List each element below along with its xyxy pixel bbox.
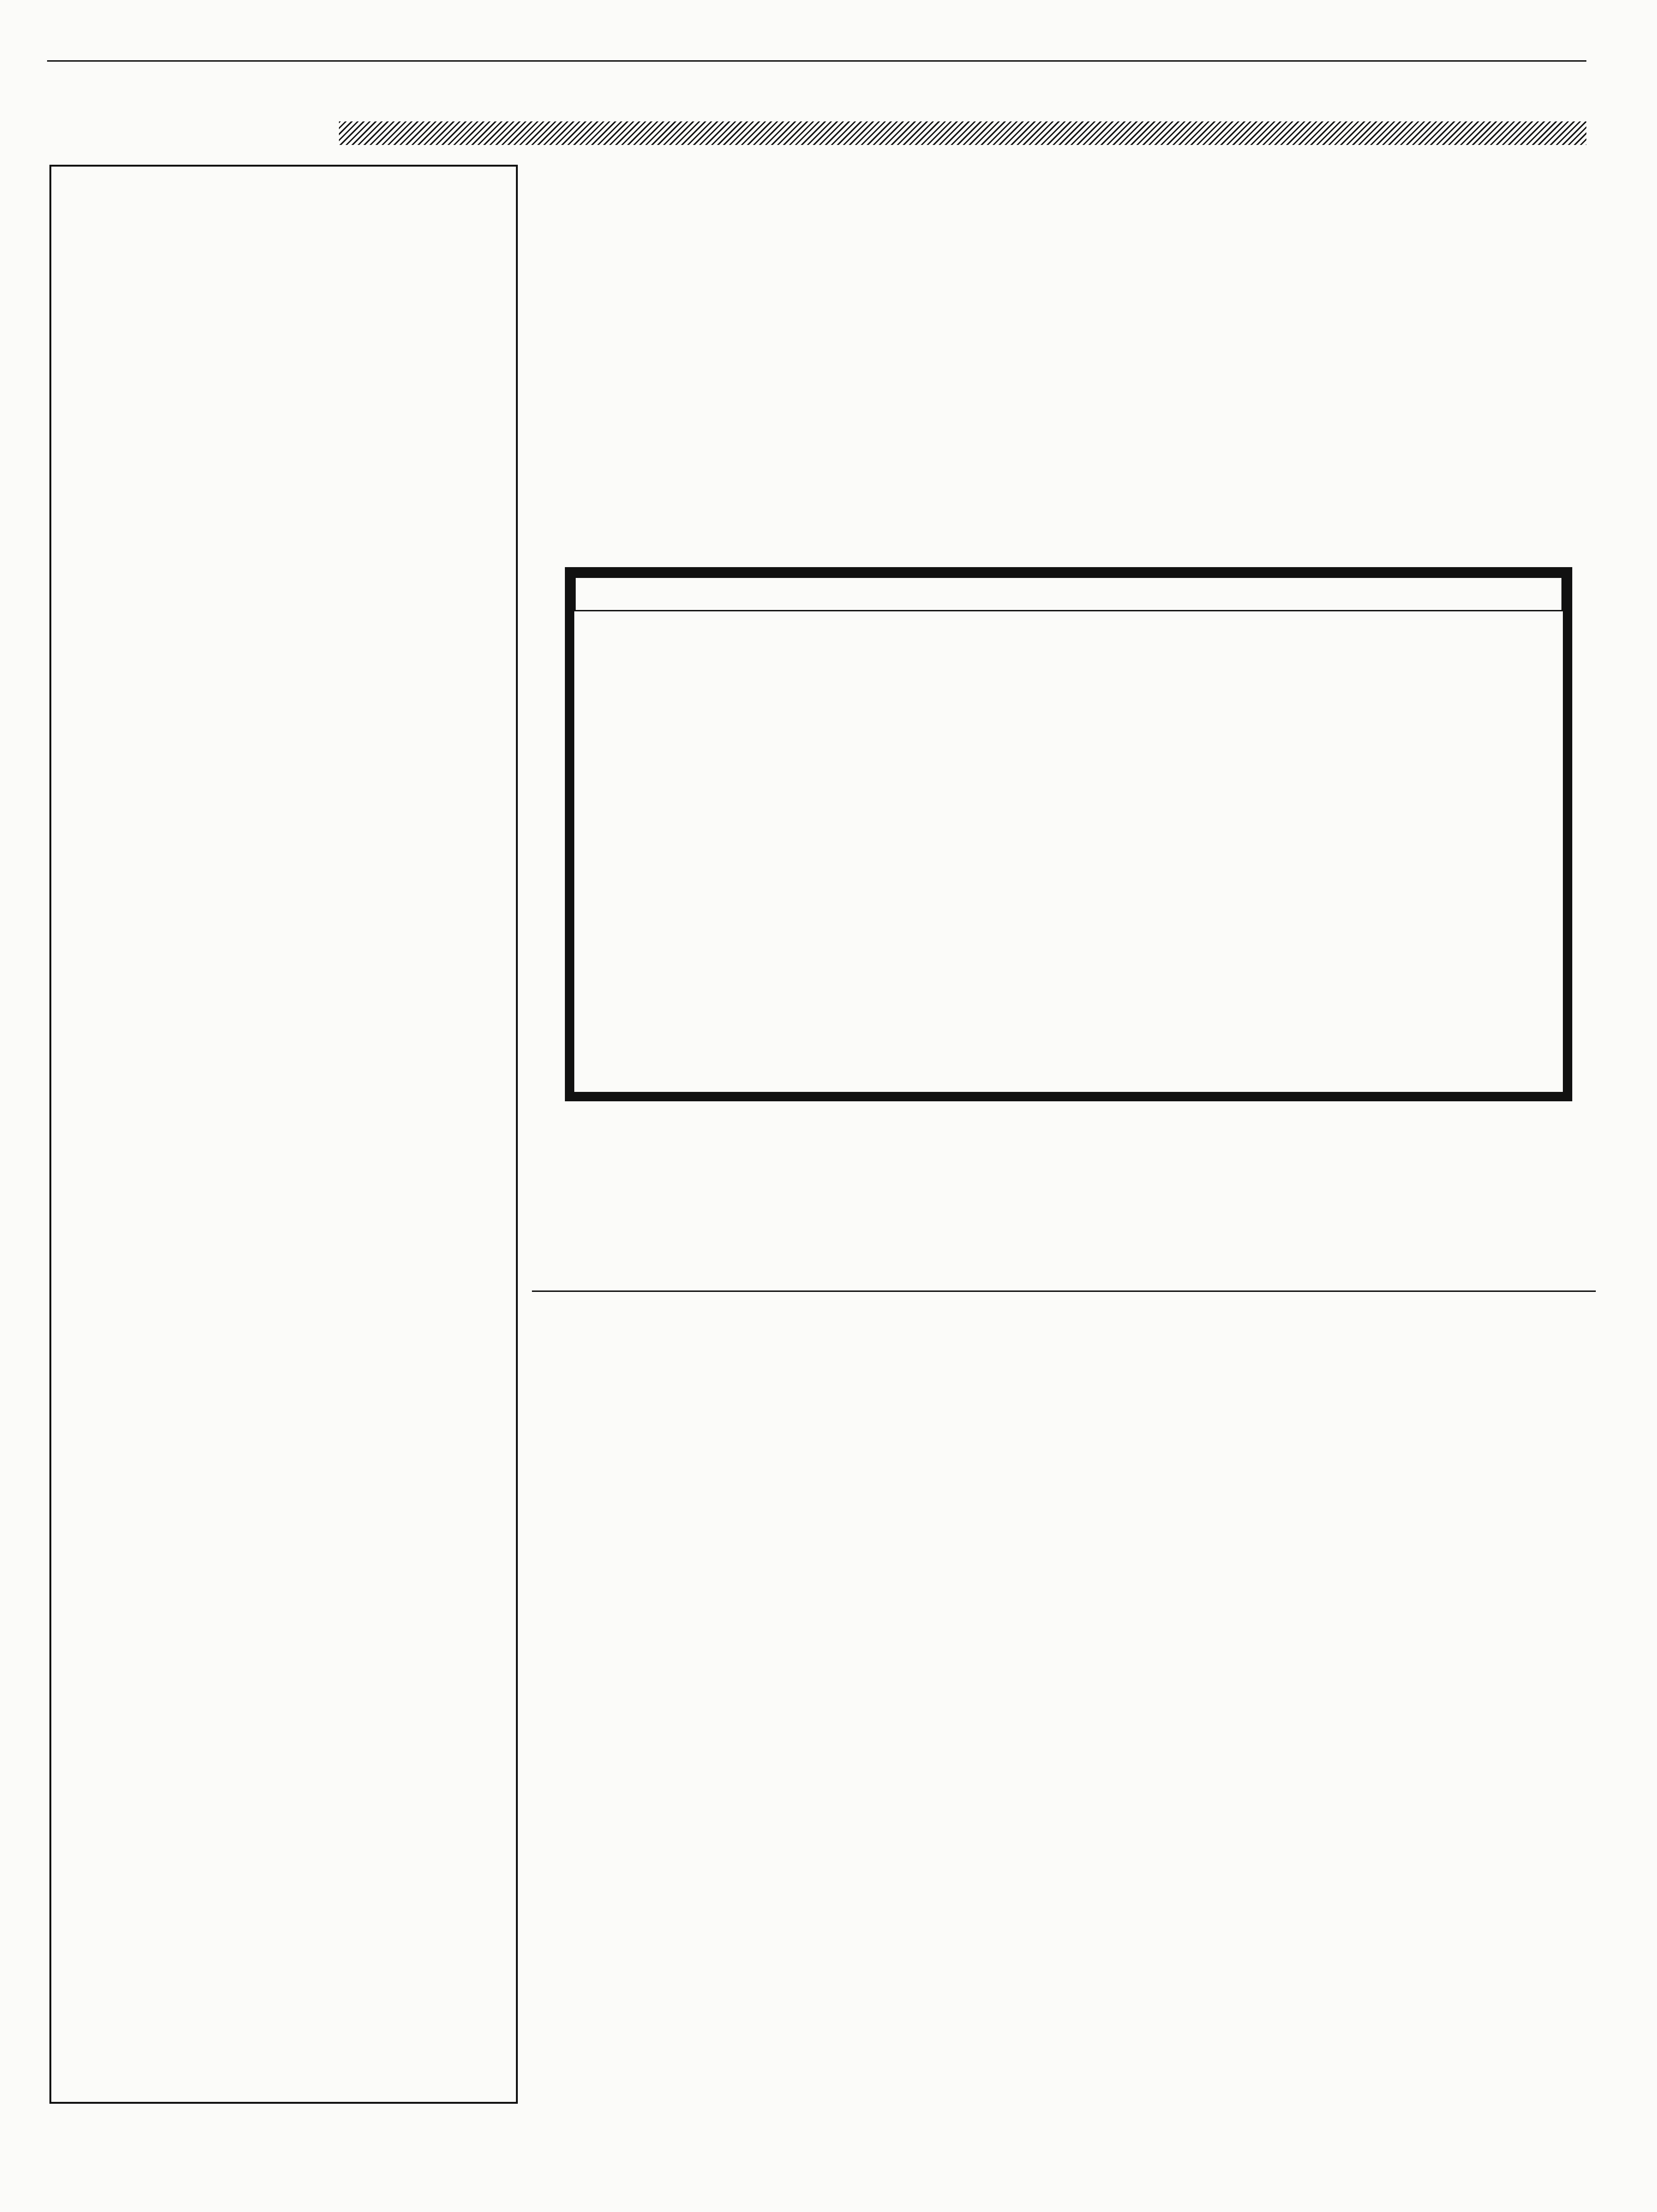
main-article-body	[523, 241, 1601, 533]
left-article-frame	[49, 165, 518, 2104]
section-hatch-rule	[339, 121, 1586, 145]
comecon-rule	[532, 1290, 1596, 1292]
economy-table	[574, 577, 1563, 1092]
table-corner	[575, 577, 1562, 611]
table-header-row	[575, 577, 1562, 611]
comecon-article-body	[563, 1301, 1584, 2111]
header-rule	[47, 60, 1586, 62]
economy-table-frame	[565, 567, 1572, 1101]
